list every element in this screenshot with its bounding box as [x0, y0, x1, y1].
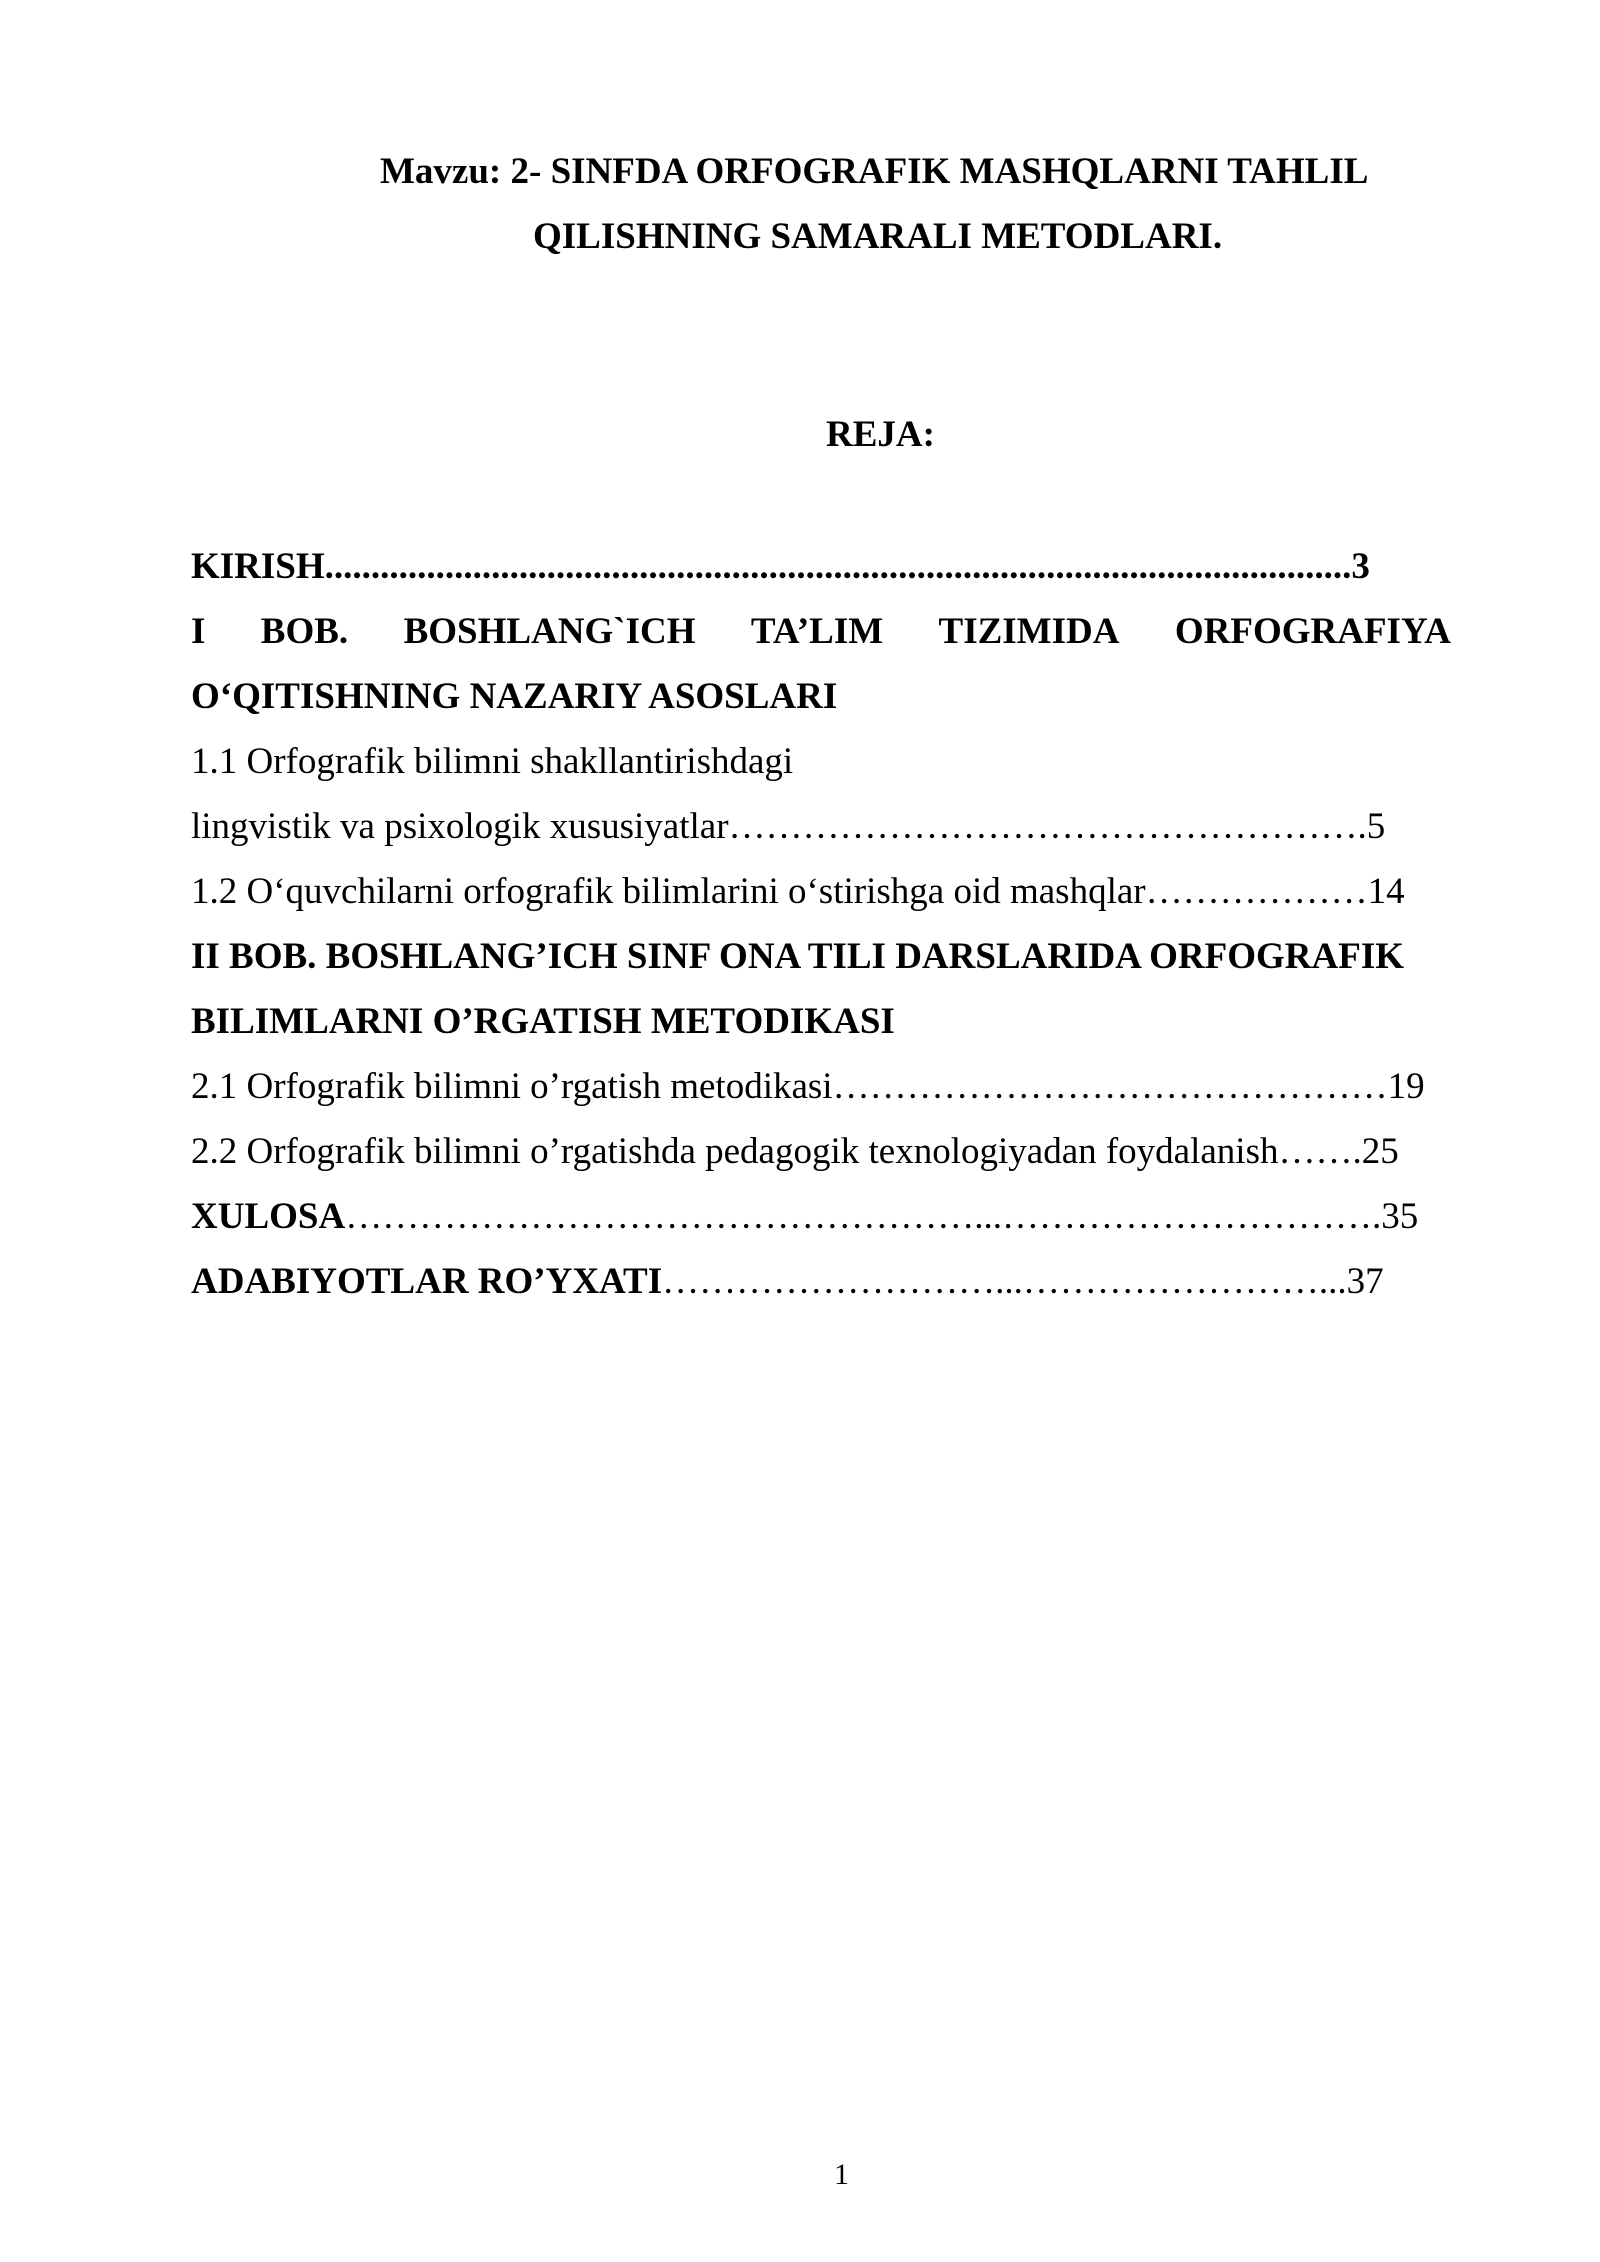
toc-chapter-1-word: TA’LIM	[750, 611, 884, 652]
toc-item-1-1-line-2: lingvistik va psixologik xususiyatlar…………………………………………….5	[191, 806, 1386, 847]
toc-item-1-1-line-1: 1.1 Orfografik bilimni shakllantirishdagi	[191, 741, 794, 782]
toc-chapter-1-word: BOSHLANG`ICH	[403, 611, 696, 652]
toc-item-1-2: 1.2 O‘quvchilarni orfografik bilimlarini o‘stirishga oid mashqlar………………14	[191, 871, 1405, 912]
topic-title-line-1: Mavzu: 2- SINFDA ORFOGRAFIK MASHQLARNI TAHLIL	[380, 151, 1369, 192]
toc-conclusion	[191, 1195, 1451, 1239]
toc-chapter-2-line-2: BILIMLARNI O’RGATISH METODIKASI	[191, 1001, 895, 1042]
page-number: 1	[834, 2158, 849, 2191]
toc-references	[191, 1260, 1451, 1304]
toc-conclusion-dots: ……………………………………………...………………………….35	[345, 1196, 1419, 1237]
toc-chapter-1-word: BOB.	[260, 611, 349, 652]
toc-chapter-1-word: TIZIMIDA	[938, 611, 1120, 652]
toc-chapter-2-line-1: II BOB. BOSHLANG’ICH SINF ONA TILI DARSLARIDA ORFOGRAFIK	[191, 936, 1404, 977]
toc-conclusion-label: XULOSA	[191, 1196, 346, 1237]
toc-references-dots: ………………………...……………………...37	[662, 1261, 1384, 1302]
toc-chapter-1-word: ORFOGRAFIYA	[1174, 611, 1451, 652]
toc-references-label: ADABIYOTLAR RO’YXATI	[191, 1261, 663, 1302]
plan-heading: REJA:	[826, 414, 935, 455]
toc-item-2-1: 2.1 Orfografik bilimni o’rgatish metodikasi………………………………………19	[191, 1066, 1425, 1107]
toc-chapter-1-line-1	[191, 610, 1451, 654]
topic-title-line-2: QILISHNING SAMARALI METODLARI.	[533, 216, 1223, 257]
toc-item-2-2: 2.2 Orfografik bilimni o’rgatishda pedagogik texnologiyadan foydalanish…….25	[191, 1131, 1399, 1172]
toc-kirish: KIRISH...............................................................................................................3	[191, 546, 1370, 587]
toc-chapter-1-line-2: O‘QITISHNING NAZARIY ASOSLARI	[191, 676, 838, 717]
toc-chapter-1-word: I	[191, 611, 206, 652]
